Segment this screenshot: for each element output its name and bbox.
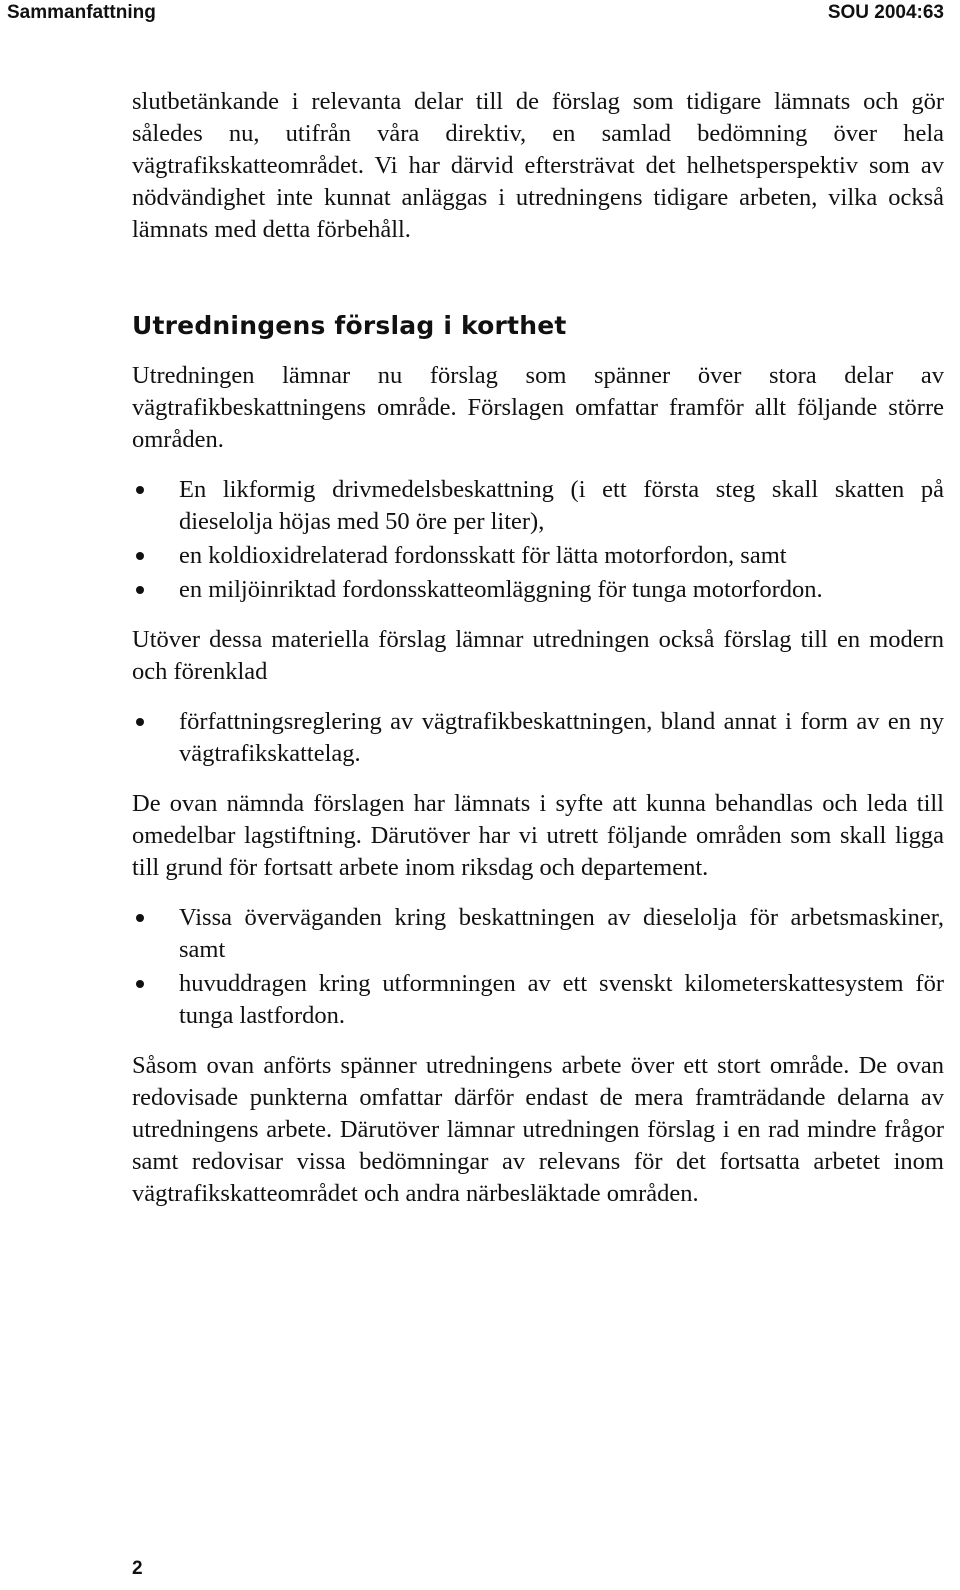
paragraph-1: Utredningen lämnar nu förslag som spänner över stora delar av vägtrafikbeskattningens område. Förslagen omfattar framför allt följande större områden. — [132, 362, 944, 453]
page-body — [132, 86, 944, 1210]
list-item — [132, 902, 944, 966]
list-item-text: en miljöinriktad fordonsskatteomläggning för tunga motorfordon. — [179, 576, 823, 603]
paragraph-2: Utöver dessa materiella förslag lämnar utredningen också förslag till en modern och förenklad — [132, 626, 944, 685]
bullet-list-3 — [132, 902, 944, 1032]
bullet-list-1 — [132, 474, 944, 606]
list-item-text: en koldioxidrelaterad fordonsskatt för lätta motorfordon, samt — [179, 542, 787, 569]
list-item — [132, 540, 944, 572]
list-item-text: författningsreglering av vägtrafikbeskattningen, bland annat i form av en ny vägtrafikskattelag. — [179, 708, 944, 767]
bullet-icon — [136, 586, 144, 594]
intro-paragraph: slutbetänkande i relevanta delar till de förslag som tidigare lämnats och gör således nu, utifrån våra direktiv, en samlad bedömning över hela vägtrafikskatteområdet. Vi har därvid eftersträvat det helhetsperspektiv som av nödvändighet inte kunnat anläggas i utredningens tidigare arbeten, vilka också lämnats med detta förbehåll. — [132, 88, 944, 243]
bullet-icon — [136, 552, 144, 560]
paragraph-4: Såsom ovan anförts spänner utredningens arbete över ett stort område. De ovan redovisade punkterna omfattar därför endast de mera framträdande delarna av utredningens arbete. Därutöver lämnar utredningen förslag i en rad mindre frågor samt redovisar vissa bedömningar av relevans för det fortsatta arbetet inom vägtrafikskatteområdet och andra närbesläktade områden. — [132, 1052, 944, 1207]
list-item — [132, 968, 944, 1032]
list-item-text: En likformig drivmedelsbeskattning (i ett första steg skall skatten på dieselolja höjas med 50 öre per liter), — [179, 476, 944, 535]
bullet-icon — [136, 914, 144, 922]
list-item-text: Vissa överväganden kring beskattningen av dieselolja för arbetsmaskiner, samt — [179, 904, 944, 963]
paragraph-3: De ovan nämnda förslagen har lämnats i syfte att kunna behandlas och leda till omedelbar lagstiftning. Därutöver har vi utrett följande områden som skall ligga till grund för fortsatt arbete inom riksdag och departement. — [132, 790, 944, 881]
bullet-icon — [136, 718, 144, 726]
header-document-id: SOU 2004:63 — [827, 2, 944, 23]
page-number: 2 — [132, 1558, 143, 1579]
bullet-icon — [136, 486, 144, 494]
list-item — [132, 706, 944, 770]
bullet-list-2 — [132, 706, 944, 770]
running-header — [0, 0, 960, 32]
list-item — [132, 474, 944, 538]
list-item — [132, 574, 944, 606]
header-section-title: Sammanfattning — [7, 2, 156, 23]
bullet-icon — [136, 980, 144, 988]
list-item-text: huvuddragen kring utformningen av ett svenskt kilometerskattesystem för tunga lastfordon. — [179, 970, 944, 1029]
section-heading: Utredningens förslag i korthet — [132, 311, 567, 340]
